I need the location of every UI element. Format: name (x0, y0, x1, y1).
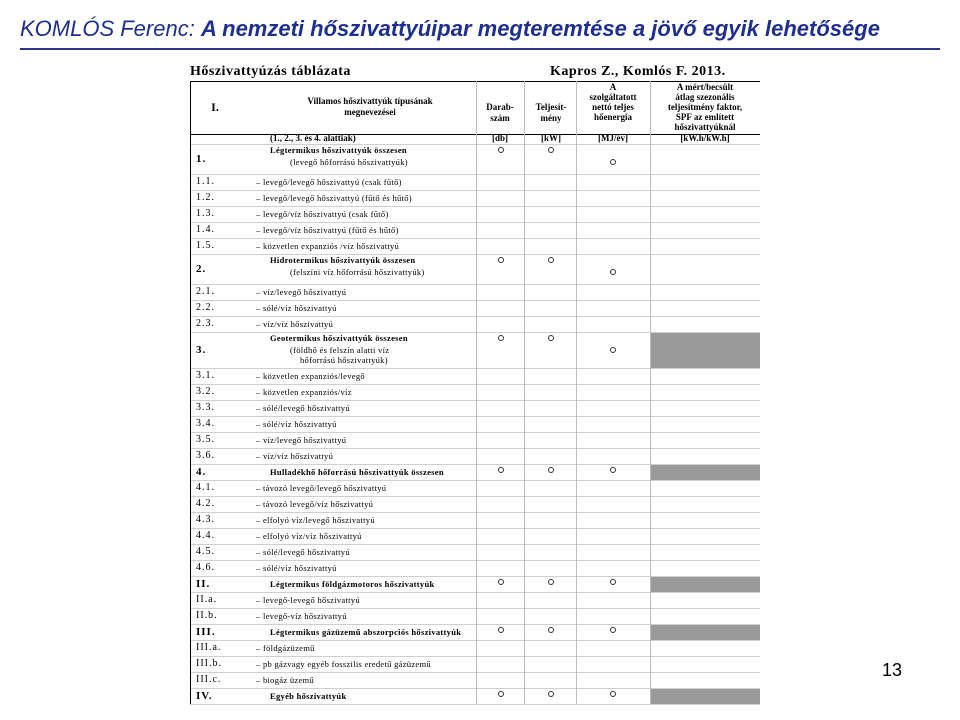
row-number: 4.1. (196, 482, 215, 493)
row-label: Légtermikus földgázmotoros hőszivattyúk (270, 579, 435, 589)
row-rule (190, 174, 760, 175)
shaded-cell (650, 464, 760, 480)
row-label: – sólé/levegő hőszivattyú (256, 547, 350, 557)
row-label: – víz/levegő hőszivattyú (256, 435, 347, 445)
empty-value-marker (498, 147, 504, 153)
row-label: – elfolyó víz/víz hőszivattyú (256, 531, 362, 541)
row-label: – pb gázvagy egyéb fosszilis eredetű gázüzemű (256, 659, 431, 669)
empty-value-marker (610, 347, 616, 353)
table-row (190, 624, 760, 640)
table-row (190, 238, 760, 254)
row-rule (190, 190, 760, 191)
row-number: 1.4. (196, 224, 215, 235)
slide-title-main: A nemzeti hőszivattyúipar megteremtése a jövő egyik lehetősége (200, 16, 880, 41)
table-row (190, 544, 760, 560)
title-underline (20, 48, 940, 50)
row-label: – távozó levegő/víz hőszivattyú (256, 499, 374, 509)
empty-value-marker (548, 691, 554, 697)
row-number: 1.2. (196, 192, 215, 203)
table-row (190, 656, 760, 672)
row-rule (190, 254, 760, 255)
header-col-energy-2: szolgáltatott (589, 92, 637, 102)
row-rule (190, 560, 760, 561)
row-rule (190, 512, 760, 513)
row-sublabel: (felszíni víz hőforrású hőszivattyúk) (290, 267, 425, 277)
row-number: III.c. (196, 674, 222, 685)
row-rule (190, 384, 760, 385)
row-label: – elfolyó víz/levegő hőszivattyú (256, 515, 375, 525)
table-row (190, 672, 760, 688)
row-rule (190, 464, 760, 465)
row-number: 2.1. (196, 286, 215, 297)
row-sublabel-2: hőforrású hőszivattyúk) (300, 355, 388, 365)
header-col-spf-4: SPF az említett (675, 112, 735, 122)
table-author: Kapros Z., Komlós F. 2013. (550, 64, 726, 79)
row-label: – levegő/levegő hőszivattyú (csak fűtő) (256, 177, 402, 187)
empty-value-marker (498, 257, 504, 263)
empty-value-marker (610, 269, 616, 275)
row-number: IV. (196, 690, 213, 702)
table-row (190, 640, 760, 656)
empty-value-marker (610, 579, 616, 585)
row-number: 3.6. (196, 450, 215, 461)
header-col-num: I. (211, 100, 219, 114)
empty-value-marker (548, 147, 554, 153)
row-rule (190, 496, 760, 497)
row-rule (190, 656, 760, 657)
table-row (190, 206, 760, 222)
table-row (190, 464, 760, 480)
row-label: – sólé/víz hőszivattyú (256, 419, 337, 429)
row-number: 3.5. (196, 434, 215, 445)
row-label: – levegő-levegő hőszivattyú (256, 595, 360, 605)
row-rule (190, 416, 760, 417)
empty-value-marker (610, 627, 616, 633)
empty-value-marker (610, 691, 616, 697)
row-label: – sólé/levegő hőszivattyú (256, 403, 350, 413)
row-number: 1.5. (196, 240, 215, 251)
row-number: 3.2. (196, 386, 215, 397)
row-rule (190, 300, 760, 301)
row-label: – levegő/levegő hőszivattyú (fűtő és hűtő) (256, 193, 412, 203)
slide-title (20, 16, 880, 42)
shaded-cell (650, 688, 760, 704)
row-number: 1.1. (196, 176, 215, 187)
row-label: – víz/levegő hőszivattyú (256, 287, 347, 297)
row-label: Légtermikus gázüzemű abszorpciós hőszivattyúk (270, 627, 462, 637)
table-row (190, 300, 760, 316)
row-rule (190, 368, 760, 369)
row-number: II.b. (196, 610, 218, 621)
table-row (190, 496, 760, 512)
row-number: 4.5. (196, 546, 215, 557)
row-number: 4.2. (196, 498, 215, 509)
table-row (190, 512, 760, 528)
header-col-energy-4: hőenergia (594, 112, 632, 122)
row-label: – sólé/víz hőszivattyú (256, 563, 337, 573)
table-row (190, 432, 760, 448)
empty-value-marker (548, 257, 554, 263)
row-sublabel: (földhő és felszín alatti víz (290, 345, 390, 355)
row-rule (190, 480, 760, 481)
row-number: 4.6. (196, 562, 215, 573)
row-rule (190, 316, 760, 317)
row-rule (190, 284, 760, 285)
header-col-spf-2: átlag szezonális (675, 92, 735, 102)
row-rule (190, 544, 760, 545)
empty-value-marker (498, 467, 504, 473)
row-rule (190, 238, 760, 239)
row-number: 4.4. (196, 530, 215, 541)
table-row (190, 416, 760, 432)
table-row (190, 480, 760, 496)
row-number: II.a. (196, 594, 218, 605)
header-col-power-unit: [kW] (541, 133, 561, 143)
empty-value-marker (548, 579, 554, 585)
column-rule (576, 81, 577, 704)
row-number: 1. (196, 153, 207, 165)
row-number: III.a. (196, 642, 222, 653)
empty-value-marker (498, 627, 504, 633)
row-label: – biogáz üzemű (256, 675, 315, 685)
heat-pump-table (190, 62, 760, 714)
row-number: 2.2. (196, 302, 215, 313)
table-row (190, 384, 760, 400)
row-rule (190, 206, 760, 207)
row-number: 3.4. (196, 418, 215, 429)
column-rule (650, 81, 651, 704)
header-col-spf-1: A mért/becsült (676, 82, 734, 92)
header-col-count-1: Darab- (486, 102, 514, 112)
row-number: 3. (196, 344, 207, 356)
row-rule (190, 704, 760, 705)
row-rule (190, 432, 760, 433)
row-label: – közvetlen expanziós/levegő (256, 371, 365, 381)
row-number: III.b. (196, 658, 222, 669)
table-row (190, 400, 760, 416)
row-label: Hidrotermikus hőszivattyúk összesen (270, 255, 416, 265)
table-row (190, 316, 760, 332)
empty-value-marker (498, 579, 504, 585)
row-rule (190, 332, 760, 333)
empty-value-marker (610, 159, 616, 165)
row-rule (190, 400, 760, 401)
row-rule (190, 640, 760, 641)
shaded-cell (650, 576, 760, 592)
row-label: – földgázüzemű (256, 643, 315, 653)
table-row (190, 592, 760, 608)
empty-value-marker (498, 335, 504, 341)
row-label: Hulladékhő hőforrású hőszivattyúk összesen (270, 467, 444, 477)
row-number: II. (196, 578, 211, 590)
row-number: 2. (196, 263, 207, 275)
header-col-type-1: Villamos hőszivattyúk típusának (307, 96, 433, 106)
row-rule (190, 222, 760, 223)
table-row (190, 368, 760, 384)
row-label: – víz/víz hőszivattyú (256, 451, 334, 461)
header-col-energy-3: nettó teljes (592, 102, 634, 112)
header-col-type-sub: (1., 2., 3. és 4. alattiak) (270, 133, 356, 143)
row-label: – levegő/víz hőszivattyú (fűtő és hűtő) (256, 225, 399, 235)
row-label: – levegő-víz hőszivattyú (256, 611, 347, 621)
row-label: – közvetlen expanziós/víz (256, 387, 352, 397)
table-row (190, 448, 760, 464)
row-rule (190, 592, 760, 593)
table-row (190, 528, 760, 544)
row-label: – közvetlen expanziós /víz hőszivattyú (256, 241, 400, 251)
column-rule (524, 81, 525, 704)
table-row (190, 560, 760, 576)
row-rule (190, 448, 760, 449)
header-col-count-2: szám (490, 113, 510, 123)
page-number: 13 (881, 660, 902, 680)
row-number: 1.3. (196, 208, 215, 219)
table-row (190, 190, 760, 206)
table-title: Hőszivattyúzás táblázata (190, 64, 351, 79)
empty-value-marker (548, 627, 554, 633)
header-col-spf-3: teljesítmény faktor, (667, 102, 743, 112)
row-rule (190, 144, 760, 145)
table-row (190, 254, 760, 284)
row-number: 3.1. (196, 370, 215, 381)
table-row (190, 608, 760, 624)
empty-value-marker (498, 691, 504, 697)
row-label: – levegő/víz hőszivattyú (csak fűtő) (256, 209, 389, 219)
row-label: – sólé/víz hőszivattyú (256, 303, 337, 313)
row-number: 4. (196, 466, 207, 478)
shaded-cell (650, 332, 760, 368)
row-label: – víz/víz hőszivattyú (256, 319, 334, 329)
table-row (190, 284, 760, 300)
row-rule (190, 608, 760, 609)
row-rule (190, 576, 760, 577)
row-label: Légtermikus hőszivattyúk összesen (270, 145, 407, 155)
table-row (190, 144, 760, 174)
row-number: III. (196, 626, 216, 638)
shaded-cell (650, 624, 760, 640)
row-rule (190, 528, 760, 529)
row-number: 4.3. (196, 514, 215, 525)
empty-value-marker (610, 467, 616, 473)
table-row (190, 576, 760, 592)
row-label: – távozó levegő/levegő hőszivattyú (256, 483, 387, 493)
empty-value-marker (548, 335, 554, 341)
table-row (190, 222, 760, 238)
row-rule (190, 672, 760, 673)
row-rule (190, 688, 760, 689)
table-row (190, 688, 760, 704)
header-col-spf-5: hőszivattyúknál (674, 122, 736, 132)
header-col-power-2: mény (540, 113, 562, 123)
header-col-spf-unit: [kW.h/kW.h] (680, 133, 730, 143)
header-col-count-unit: [db] (491, 133, 508, 143)
row-label: Geotermikus hőszivattyúk összesen (270, 333, 408, 343)
row-sublabel: (levegő hőforrású hőszivattyúk) (290, 157, 408, 167)
header-col-energy-unit: [MJ/év] (598, 133, 628, 143)
row-label: Egyéb hőszivattyúk (270, 691, 347, 701)
row-rule (190, 624, 760, 625)
header-col-energy-1: A (609, 82, 617, 92)
column-rule (190, 81, 191, 704)
row-number: 3.3. (196, 402, 215, 413)
table-row (190, 174, 760, 190)
header-col-power-1: Teljesít- (535, 102, 567, 112)
header-col-type-2: megnevezései (344, 107, 396, 117)
table-row (190, 332, 760, 368)
empty-value-marker (548, 467, 554, 473)
row-number: 2.3. (196, 318, 215, 329)
column-rule (476, 81, 477, 704)
slide-title-author: KOMLÓS Ferenc: (20, 16, 201, 41)
